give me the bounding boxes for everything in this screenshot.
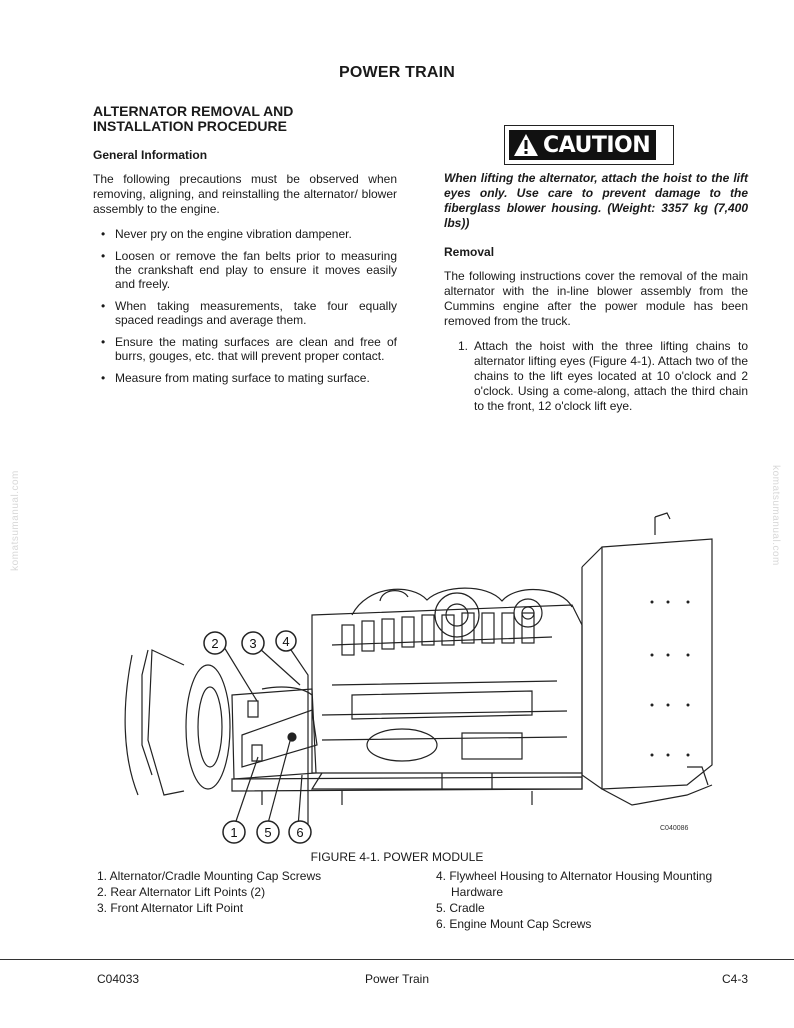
watermark-left: komatsumanual.com <box>9 470 21 571</box>
figure-power-module <box>112 505 730 845</box>
step-number: 1. <box>458 339 469 353</box>
warning-triangle-icon <box>513 133 539 157</box>
svg-text:6: 6 <box>296 825 304 840</box>
svg-text:4: 4 <box>282 634 290 649</box>
caution-label: CAUTION <box>543 132 651 158</box>
page-title: POWER TRAIN <box>339 64 455 81</box>
legend-item: 1. Alternator/Cradle Mounting Cap Screws <box>97 869 322 883</box>
step-text: Attach the hoist with the three lifting chains to alternator lifting eyes (Figure 4-1). Attach two of the chains to the lift eyes located at 10 o'clock and 2 o'clock. Using a come-along, attach the third chain to the front, 12 o'clock lift eye. <box>474 339 748 413</box>
svg-text:2: 2 <box>211 636 219 651</box>
list-item: • When taking measurements, take four equally spaced readings and average them. <box>93 299 397 327</box>
legend-item: 3. Front Alternator Lift Point <box>97 901 244 915</box>
left-column <box>93 104 397 393</box>
list-item: • Ensure the mating surfaces are clean and free of burrs, gouges, etc. that will prevent proper contact. <box>93 335 397 363</box>
legend-item: 6. Engine Mount Cap Screws <box>436 917 592 931</box>
list-item: • Loosen or remove the fan belts prior to measuring the crankshaft end play to ensure it moves easily and freely. <box>93 249 397 291</box>
legend-item-continued: Hardware <box>451 885 504 899</box>
figure-caption: FIGURE 4-1. POWER MODULE <box>310 850 484 864</box>
caution-text: When lifting the alternator, attach the hoist to the lift eyes only. Use care to prevent damage to the fiberglass blower housing. (Weight: 3357 kg (7,400 lbs)) <box>444 171 748 230</box>
callout-6 <box>289 821 311 843</box>
svg-text:5: 5 <box>264 825 272 840</box>
figure-legend-left <box>97 868 321 916</box>
callout-2 <box>204 632 226 654</box>
footer-rule <box>0 959 794 960</box>
footer-doc-code: C04033 <box>97 972 140 986</box>
figure-code: C040086 <box>660 825 689 832</box>
removal-intro: The following instructions cover the removal of the main alternator with the in-line blower assembly from the Cummins engine after the power module has been removed from the truck. <box>444 269 748 328</box>
callout-1 <box>223 821 245 843</box>
legend-item: 2. Rear Alternator Lift Points (2) <box>97 885 266 899</box>
section-heading <box>93 104 397 134</box>
caution-label-box <box>509 130 656 160</box>
section-heading-line1: ALTERNATOR REMOVAL AND <box>93 103 294 119</box>
removal-heading: Removal <box>444 245 495 259</box>
footer-page-number: C4-3 <box>721 972 748 986</box>
step-item <box>444 339 748 414</box>
legend-item: 4. Flywheel Housing to Alternator Housing Mounting <box>436 869 713 883</box>
list-item: • Never pry on the engine vibration dampener. <box>93 227 397 241</box>
figure-legend-right <box>436 868 712 932</box>
section-heading-line2: INSTALLATION PROCEDURE <box>93 118 287 134</box>
general-info-intro: The following precautions must be observed when removing, aligning, and reinstalling the alternator/ blower assembly to the engine. <box>93 172 397 216</box>
removal-steps <box>444 339 748 414</box>
callout-3 <box>242 632 264 654</box>
precautions-list <box>93 227 397 385</box>
legend-item: 5. Cradle <box>436 901 485 915</box>
general-info-heading: General Information <box>93 148 208 162</box>
list-item: • Measure from mating surface to mating surface. <box>93 371 397 385</box>
watermark-right: komatsumanual.com <box>769 465 781 566</box>
callout-4 <box>276 631 296 651</box>
svg-text:1: 1 <box>230 825 238 840</box>
caution-banner <box>504 125 674 165</box>
svg-text:3: 3 <box>249 636 257 651</box>
callout-5 <box>257 821 279 843</box>
right-column <box>444 125 748 414</box>
footer-section: Power Train <box>364 972 430 986</box>
